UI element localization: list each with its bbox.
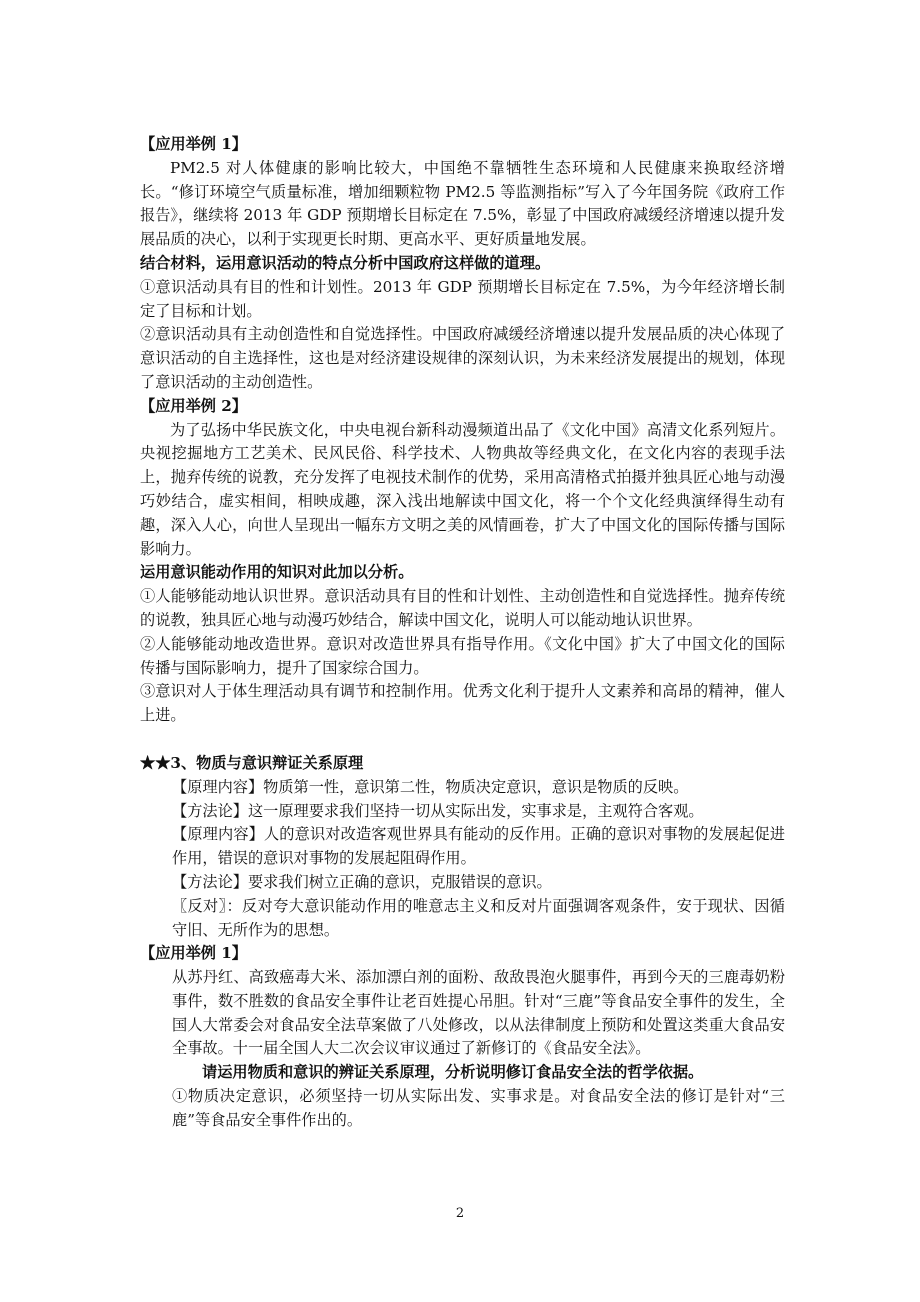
principle-item: 〖反对〗：反对夸大意识能动作用的唯意志主义和反对片面强调客观条件，安于现状、因循守旧、无所作为的思想。	[172, 896, 785, 939]
section-spacer	[140, 728, 785, 752]
example-paragraph: 从苏丹红、高致癌毒大米、添加漂白剂的面粉、敌敌畏泡火腿事件，再到今天的三鹿毒奶粉事件，数不胜数的食品安全事件让老百姓提心吊胆。针对“三鹿”等食品安全事件的发生，全国人大常委会对食品安全法草案做了八处修改，以从法律制度上预防和处置这类重大食品安全事故。十一届全国人大二次会议审议通过了新修订的《食品安全法》。	[172, 968, 785, 1058]
principle-item: 【原理内容】人的意识对改造客观世界具有能动的反作用。正确的意识对事物的发展起促进作用，错误的意识对事物的发展起阻碍作用。	[172, 825, 785, 868]
answer-point: ①意识活动具有目的性和计划性。2013 年 GDP 预期增长目标定在 7.5%，为今年经济增长制定了目标和计划。	[140, 277, 785, 320]
answer-point: ②人能够能动地改造世界。意识对改造世界具有指导作用。《文化中国》扩大了中国文化的国际传播与国际影响力，提升了国家综合国力。	[140, 634, 785, 677]
example-block	[140, 966, 785, 1133]
page-number: 2	[455, 1206, 465, 1221]
principle-item: 【方法论】要求我们树立正确的意识，克服错误的意识。	[172, 872, 552, 891]
example-heading: 【应用举例 1】	[140, 944, 247, 963]
answer-point: ①物质决定意识，必须坚持一切从实际出发、实事求是。对食品安全法的修订是针对“三鹿”等食品安全事件作出的。	[172, 1087, 785, 1129]
principle-list	[140, 776, 785, 943]
example-paragraph: PM2.5 对人体健康的影响比较大，中国绝不靠牺牲生态环境和人民健康来换取经济增长。“修订环境空气质量标准，增加细颗粒物 PM2.5 等监测指标”写入了今年国务院《政府工作报告》，继续将 2013 年 GDP 预期增长目标定在 7.5%，彰显了中国政府减缓经济增速以提升发展品质的决心，以利于实现更长时期、更高水平、更好质量地发展。	[140, 158, 785, 249]
principle-item: 【原理内容】物质第一性，意识第二性，物质决定意识，意识是物质的反映。	[172, 777, 689, 796]
example-paragraph: 为了弘扬中华民族文化，中央电视台新科动漫频道出品了《文化中国》高清文化系列短片。央视挖掘地方工艺美术、民风民俗、科学技术、人物典故等经典文化，在文化内容的表现手法上，抛弃传统的说教，充分发挥了电视技术制作的优势，采用高清格式拍摄并独具匠心地与动漫巧妙结合，虚实相间，相映成趣，深入浅出地解读中国文化，将一个个文化经典演绎得生动有趣，深入人心，向世人呈现出一幅东方文明之美的风情画卷，扩大了中国文化的国际传播与国际影响力。	[140, 420, 785, 558]
example-heading: 【应用举例 1】	[140, 135, 247, 153]
question-text: 运用意识能动作用的知识对此加以分析。	[140, 563, 414, 582]
answer-point: ②意识活动具有主动创造性和自觉选择性。中国政府减缓经济增速以提升发展品质的决心体现了意识活动的自主选择性，这也是对经济建设规律的深刻认识，为未来经济发展提出的规划，体现了意识活动的主动创造性。	[140, 325, 785, 391]
question-text: 结合材料，运用意识活动的特点分析中国政府这样做的道理。	[140, 253, 551, 272]
answer-point: ③意识对人于体生理活动具有调节和控制作用。优秀文化利于提升人文素养和高昂的精神，催人上进。	[140, 682, 785, 725]
question-text: 请运用物质和意识的辨证关系原理，分析说明修订食品安全法的哲学依据。	[202, 1063, 704, 1082]
section-title: ★★3、物质与意识辩证关系原理	[140, 753, 364, 772]
document-body	[140, 133, 785, 1133]
principle-item: 【方法论】这一原理要求我们坚持一切从实际出发，实事求是，主观符合客观。	[172, 801, 704, 820]
answer-point: ①人能够能动地认识世界。意识活动具有目的性和计划性、主动创造性和自觉选择性。抛弃传统的说教，独具匠心地与动漫巧妙结合，解读中国文化，说明人可以能动地认识世界。	[140, 587, 785, 629]
example-heading: 【应用举例 2】	[140, 396, 247, 415]
